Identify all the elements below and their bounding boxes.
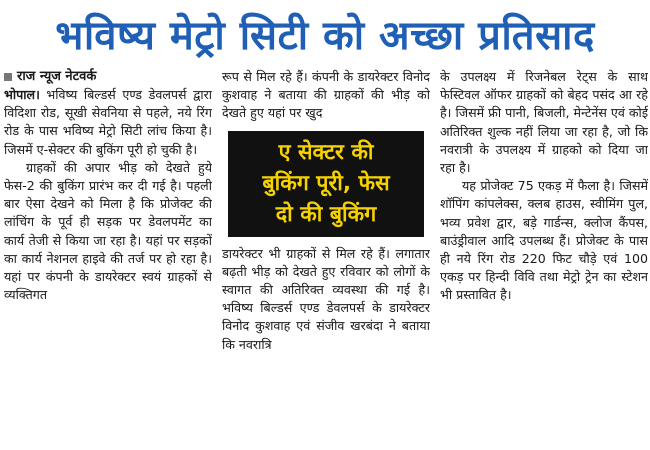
highlight-box [228,131,424,237]
paragraph: रूप से मिल रहे हैं। कंपनी के डायरेक्टर विनोद कुशवाह ने बताया की ग्राहकों की भीड़ को देखते हुए यहां पर खुद [222,69,430,121]
bullet-square-icon [4,73,12,81]
article-column-3 [440,68,648,448]
paragraph: यह प्रोजेक्ट 75 एकड़ में फैला है। जिसमें शॉपिंग कांपलेक्स, क्लब हाउस, स्वीमिंग पुल, भव्य प्रवेश द्वार, बड़े गार्डन्स, क्लोज कैंपस, बाउंड्रीवाल आदि उपलब्ध हैं। प्रोजेक्ट के पास ही नये रिंग रोड 220 फिट चौड़े एवं 100 एकड़ पर हिन्दी विवि तथा मेट्रो ट्रेन का स्टेशन भी प्रस्तावित है। [440,178,648,303]
headline: भविष्य मेट्रो सिटी को अच्छा प्रतिसाद [55,12,595,59]
highlight-line: बुकिंग पूरी, फेस [262,171,390,197]
paragraph: के उपलक्ष्य में रिजनेबल रेट्स के साथ फेस्टिवल ऑफर ग्राहकों को बेहद पसंद आ रहे है। जिसमें फ्री पानी, बिजली, मेन्टेनेंस एवं कोई अतिरिक्त शुल्क नहीं लिया जा रहा है, जो कि नवरात्री के उपलक्ष्य में ग्राहको को दिया जा रहा है। [440,69,648,176]
paragraph: ग्राहकों की अपार भीड़ को देखते हुये फेस-2 की बुकिंग प्रारंभ कर दी गई है। पहली बार ऐसा देखने को मिला है कि प्रोजेक्ट की लांचिंग के पूर्व ही सड़क पर डेवलपमेंट का कार्य तेजी से किया जा रहा है। यहां पर सड़कों का कार्य नेशनल हाइवे की तर्ज पर हो रहा है। यहां पर कंपनी के डायरेक्टर स्वयं ग्राहकों से व्यक्तिगत [4,159,212,303]
highlight-line: ए सेक्टर की [278,140,374,166]
highlight-line: दो की बुकिंग [275,202,377,228]
paragraph-text: भविष्य बिल्डर्स एण्ड डेवलपर्स द्वारा विदिशा रोड, सूखी सेवनिया से पहले, नये रिंग रोड के पास भविष्य मेट्रो सिटी लांच किया है। जिसमें ए-सेक्टर की बुकिंग पूरी हो चुकी है। [4,87,212,157]
paragraph: डायरेक्टर भी ग्राहकों से मिल रहे हैं। लगातार बढ़ती भीड़ को देखते हुए रविवार को लोगों के स्वागत की अतिरिक्त व्यवस्था की गई है। भविष्य बिल्डर्स एण्ड डेवलपर्स के डायरेक्टर विनोद कुशवाह एवं संजीव खरबंदा ने बताया कि नवरात्रि [222,245,430,352]
article-column-1 [4,68,212,448]
byline-text: राज न्यूज नेटवर्क [17,69,97,84]
byline [4,68,212,86]
article-column-2 [222,68,430,448]
paragraph [4,86,212,159]
dateline: भोपाल। [4,87,40,102]
article-body [4,68,646,448]
